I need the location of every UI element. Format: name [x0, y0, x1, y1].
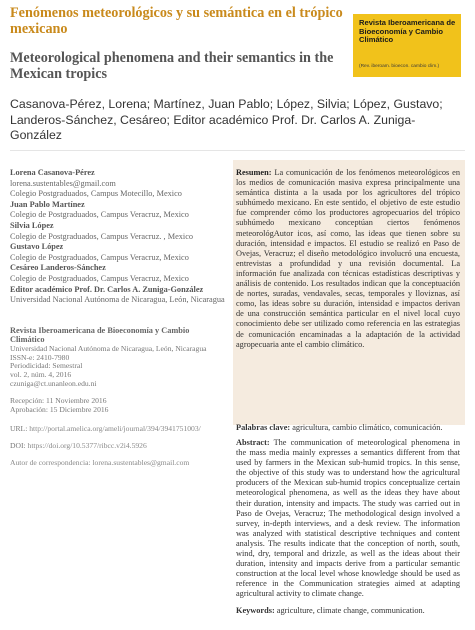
doi-row [10, 441, 225, 450]
journal-publisher: Universidad Nacional Autónoma de Nicaragua, León, Nicaragua [10, 343, 207, 353]
abstract-label: Abstract: [236, 438, 270, 447]
title-english: Meteorological phenomena and their semantics in the Mexican tropics [10, 50, 334, 82]
url-label: URL: [10, 423, 28, 433]
palabras-clave [236, 423, 460, 433]
url-row [10, 424, 225, 433]
journal-volume: vol. 2, núm. 4, 2016 [10, 370, 72, 380]
left-column [10, 168, 225, 467]
author-affiliation: Colegio Postgraduados, Campus Motecillo, Mexico [10, 189, 182, 199]
approved-date: Aprobación: 15 Diciembre 2016 [10, 405, 109, 415]
author-list: Casanova-Pérez, Lorena; Martínez, Juan Pablo; López, Silvia; López, Gustavo; Landeros-Sánchez, Cesáreo; Editor académico Prof. Dr. Carlos A. Zuniga-González [10, 97, 443, 142]
resumen-text: La comunicación de los fenómenos meteorológicos en los medios de comunicación masiva expresa principalmente una semántica distinta a la usada por los agricultores del trópico subhúmedo mexicano. En este sentido, el objetivo de este estudio fue comprender cómo los productores agropecuarios del trópico subhúmedo mexicano conceptúan ciertos fenómenos meteorológAutor icos, así como, las ideas que tienen sobre su duración, intensidad e impactos. El estudio se realizó en Paso de Ovejas, Veracruz; el diseño metodológico involucró una encuesta, entrevistas a profundidad y una revisión documental. La información fue analizada con técnicas estadísticas descriptivas y análisis de contenido. Los resultados indican que la conceptuación de nortes, suradas, vendavales, secas, temporales y lloviznas, así como, las ideas sobre su duración, intensidad e impactos derivan de una construcción semántica particular en el nivel local cuyo conocimiento debe ser utilizado como referencia en las estrategias de comunicación encaminadas a la adaptación de la actividad agropecuaria ante el cambio climático. [236, 168, 460, 349]
keywords-text: agriculture, climate change, communication. [276, 606, 425, 615]
url-link[interactable]: http://portal.amelica.org/ameli/journal/394/3941751003/ [29, 423, 201, 433]
author-affiliation: Colegio de Postgraduados, Campus Veracruz. , Mexico [10, 231, 194, 241]
journal-info [10, 326, 225, 389]
keywords-label: Keywords: [236, 606, 275, 615]
journal-periodicity: Periodicidad: Semestral [10, 361, 83, 371]
correspondence: Autor de correspondencia: lorena.sustentables@gmail.com [10, 457, 190, 467]
journal-title: Revista Iberoamericana de Bioeconomía y Cambio Climático [10, 325, 190, 345]
journal-email[interactable]: czuniga@ct.unanleon.edu.ni [10, 378, 97, 388]
abstract-text: The communication of meteorological phenomena in the mass media mainly expresses a semantics different from that used by farmers in the Mexican sub-humid tropics. In this sense, the objective of this study was to understand how the agricultural producers of the Mexican sub-humid tropics conceptualize certain meteorological phenomena, as well as the ideas they have about their duration, intensity and impacts. The study was carried out in Paso de Ovejas, Veracruz; The methodological design involved a survey, in-depth interviews, and a desk review. The information was analyzed with statistical descriptive techniques and content analysis. The results indicate that the conception of north, south, wind, dry, temporal and drizzle, as well as the ideas about their duration, intensity and impacts derive from a particular semantic construction at the local level whose knowledge should be used as reference in the Communication strategies aimed at adapting agricultural activity to climate change. [236, 438, 460, 599]
doi-label: DOI: [10, 440, 26, 450]
author-email[interactable]: lorena.sustentables@gmail.com [10, 178, 116, 188]
author-name: Juan Pablo Martínez [10, 199, 85, 209]
dates [10, 397, 225, 414]
author-name: Lorena Casanova-Pérez [10, 168, 95, 177]
palabras-clave-label: Palabras clave: [236, 423, 291, 432]
resumen [236, 168, 460, 350]
abstract [236, 438, 460, 600]
journal-issn: ISSN-e: 2410-7980 [10, 352, 70, 362]
palabras-clave-text: agricultura, cambio climático, comunicación. [292, 423, 443, 432]
doi-link[interactable]: https://doi.org/10.5377/ribcc.v2i4.5926 [27, 440, 147, 450]
author-name: Silvia López [10, 220, 54, 230]
affiliation-block [10, 168, 225, 306]
divider [10, 150, 465, 151]
editor-name: Editor académico Prof. Dr. Carlos A. Zuniga-González [10, 284, 204, 294]
received-date: Recepción: 11 Noviembre 2016 [10, 396, 107, 406]
author-affiliation: Colegio de Postgraduados, Campus Veracruz, Mexico [10, 210, 189, 220]
author-affiliation: Colegio de Postgraduados, Campus Veracruz, Mexico [10, 252, 189, 262]
author-name: Cesáreo Landeros-Sánchez [10, 263, 106, 273]
resumen-label: Resumen: [236, 168, 272, 177]
author-name: Gustavo López [10, 242, 64, 252]
logo-subtitle: (Rev. iberoam. bioecon. cambio clim.) [359, 64, 440, 69]
journal-logo [353, 14, 461, 77]
keywords [236, 606, 460, 616]
logo-title: Revista Iberoamericana de Bioeconomía y Cambio Climático [359, 18, 456, 45]
editor-affiliation: Universidad Nacional Autónoma de Nicaragua, León, Nicaragua [10, 295, 225, 305]
title-spanish: Fenómenos meteorológicos y su semántica en el trópico mexicano [10, 5, 343, 37]
author-affiliation: Colegio de Postgraduados, Campus Veracruz, Mexico [10, 273, 189, 283]
